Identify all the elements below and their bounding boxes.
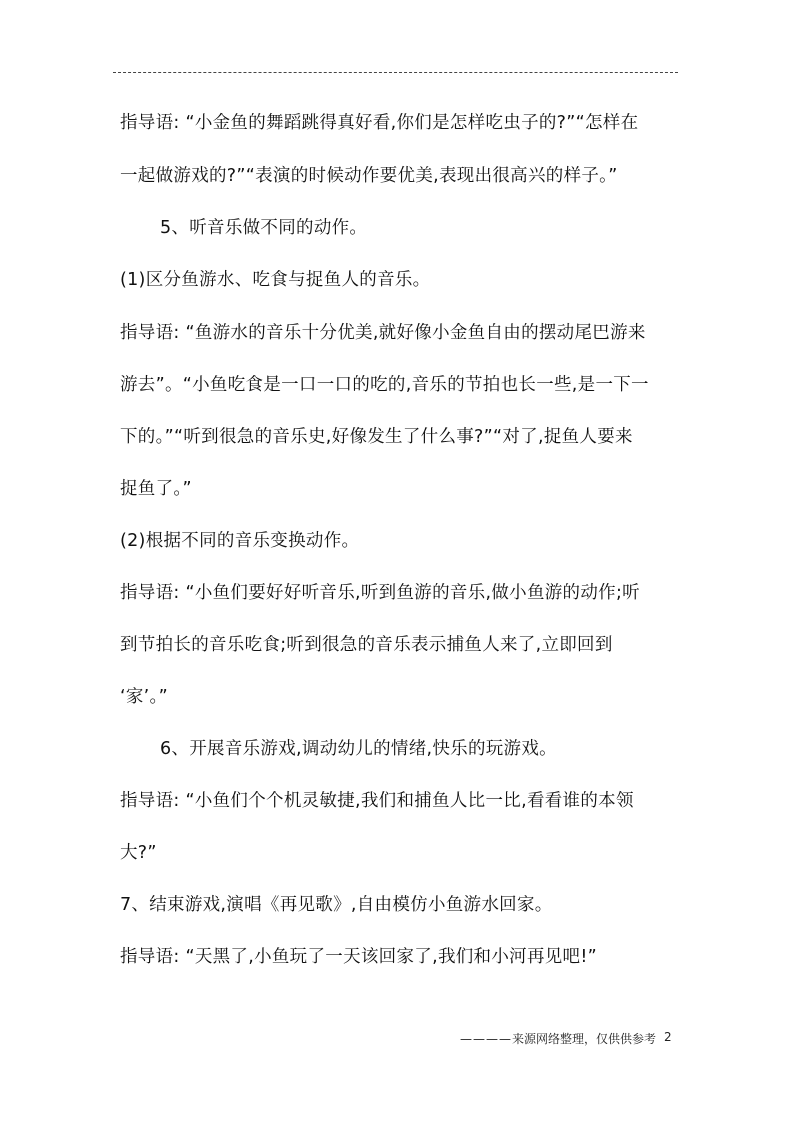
paragraph-line: 指导语: “小金鱼的舞蹈跳得真好看,你们是怎样吃虫子的?”“怎样在 (120, 113, 639, 133)
header-dashed-rule (113, 72, 678, 73)
paragraph-line: 大?” (120, 843, 157, 863)
paragraph-line: 一起做游戏的?”“表演的时候动作要优美,表现出很高兴的样子。” (120, 166, 618, 186)
paragraph-line: 到节拍长的音乐吃食;听到很急的音乐表示捕鱼人来了,立即回到 (120, 635, 613, 655)
paragraph-line: 指导语: “天黑了,小鱼玩了一天该回家了,我们和小河再见吧!” (120, 947, 598, 967)
page-footer (460, 1030, 656, 1047)
footer-dashes: ———— (460, 1032, 512, 1046)
step-heading: 7、结束游戏,演唱《再见歌》,自由模仿小鱼游水回家。 (120, 895, 553, 915)
sub-step-heading: (1)区分鱼游水、吃食与捉鱼人的音乐。 (120, 270, 431, 290)
page-number: 2 (664, 1030, 672, 1044)
paragraph-line: ‘家’。” (120, 687, 168, 707)
step-heading: 5、听音乐做不同的动作。 (160, 218, 368, 238)
paragraph-line: 指导语: “鱼游水的音乐十分优美,就好像小金鱼自由的摆动尾巴游来 (120, 323, 646, 343)
paragraph-line: 指导语: “小鱼们要好好听音乐,听到鱼游的音乐,做小鱼游的动作;听 (120, 583, 640, 603)
paragraph-line: 指导语: “小鱼们个个机灵敏捷,我们和捕鱼人比一比,看看谁的本领 (120, 791, 634, 811)
footer-source-note: 来源网络整理，仅供供参考 (512, 1032, 657, 1046)
step-heading: 6、开展音乐游戏,调动幼儿的情绪,快乐的玩游戏。 (160, 739, 557, 759)
paragraph-line: 下的。”“听到很急的音乐史,好像发生了什么事?”“对了,捉鱼人要来 (120, 427, 633, 447)
sub-step-heading: (2)根据不同的音乐变换动作。 (120, 531, 360, 551)
paragraph-line: 游去”。“小鱼吃食是一口一口的吃的,音乐的节拍也长一些,是一下一 (120, 375, 649, 395)
paragraph-line: 捉鱼了。” (120, 479, 192, 499)
